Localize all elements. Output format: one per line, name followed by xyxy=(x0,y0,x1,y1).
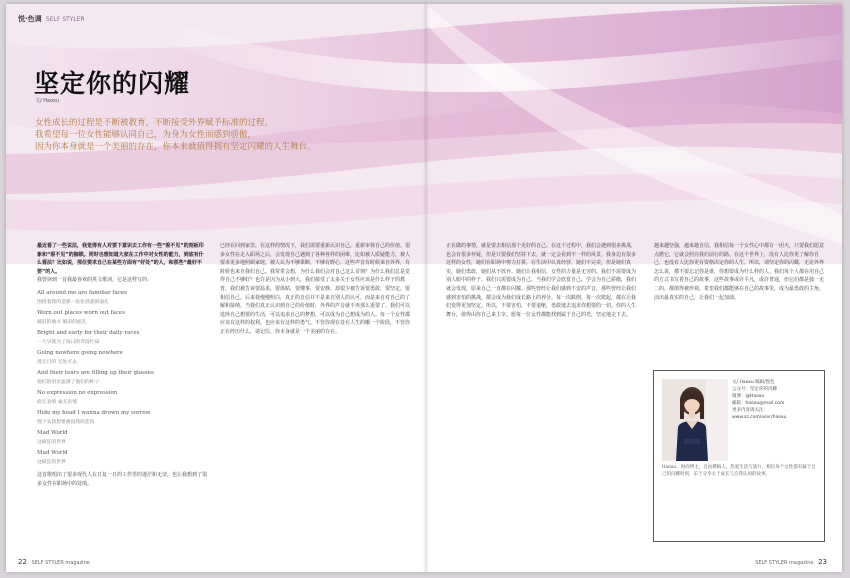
lyric-line-zh: 漫无目的 无处可去 xyxy=(37,359,77,365)
text-column-1 xyxy=(37,242,207,540)
intro-line: 女性成长的过程是不断被教育，不断接受外界赋予标准的过程。 xyxy=(35,118,274,128)
footer-left xyxy=(18,558,90,566)
lyric-line-en: Mad World xyxy=(37,429,68,436)
lyric-line-en: And their tears are filling up their glasses xyxy=(37,369,154,376)
lyric-line-en: Mad World xyxy=(37,449,68,456)
lyric-line-zh: 这疯狂的世界 xyxy=(37,439,66,445)
lead-paragraph: 最近看了一些说法，我觉得有人对要下意识去工作有一些“看不见”的刻板印象和“看不见”的枷锁。同时也想知道大家在工作中对女性的能力，到底有什么看法？比如说，那位要求自己在某些方面有“好处”的人，和那些“最好不要”的人。 xyxy=(37,243,204,275)
author-profile-box xyxy=(653,370,825,542)
info-line: 文/ Haoxu 编辑/悦色 xyxy=(732,380,775,385)
author-contact-info xyxy=(732,379,816,421)
body-paragraph: 我曾读到一首我最喜欢的英文歌词，它是这样写的： xyxy=(37,277,153,284)
page-gutter xyxy=(423,4,429,572)
section-label: SELF STYLER xyxy=(45,16,85,23)
lyric-line-en: Hide my head I wanna drown my sorrow xyxy=(37,409,151,416)
text-column-4 xyxy=(654,242,826,364)
footer-right xyxy=(755,558,830,566)
body-paragraph: 这首歌唱出了很多现代人在日复一日的工作里的迷茫和无奈，也让我想到了很多女性在职场中的处境。 xyxy=(37,471,207,487)
magazine-spread xyxy=(6,4,842,572)
lyric-line-zh: 围绕着我的是那一张张熟悉的面孔 xyxy=(37,299,109,305)
section-header xyxy=(18,14,85,24)
info-line: 公众号：坚定你的闪耀 xyxy=(732,387,777,392)
article-intro xyxy=(35,117,365,153)
info-line: 微博：@Haoxu xyxy=(732,394,765,399)
intro-line: 我希望每一位女性能够认同自己，为身为女性而感到骄傲， xyxy=(35,130,257,140)
lyric-line-zh: 埋下头我想要淹没我的悲伤 xyxy=(37,419,95,425)
lyric-line-en: Bright and early for their daily races xyxy=(37,329,140,336)
lyric-line-zh: 一大早就为了每日的奔波忙碌 xyxy=(37,339,100,345)
lyric-line-zh: 面无表情 毫无表情 xyxy=(37,399,77,405)
section-brand: 悦·色调 xyxy=(18,15,42,23)
lyric-line-en: No expression no expression xyxy=(37,389,118,396)
lyric-line-en: Worn out places worn out faces xyxy=(37,309,126,316)
info-line: 邮箱：haoxu@mail.com xyxy=(732,401,785,406)
lyric-line-en: Going nowhere going nowhere xyxy=(37,349,123,356)
info-line: 更多内容请关注：www.sz.com/user/haoxu xyxy=(732,408,787,420)
author-photo xyxy=(662,379,728,461)
article-byline: 文/ Haoxu xyxy=(35,98,60,104)
lyric-line-zh: 这疯狂的世界 xyxy=(37,459,66,465)
body-paragraph: 已经在回到家里。在这样的情况下，我们需要重新认识自己，重新审视自己的价值。很多女性在走入职场之后，会发现自己遇到了各种各样的困难，比如被人质疑能力，被人要求更多地照顾家庭，被人认为不够果断，不够有野心。这些声音有时候来自外界，有时候也来自我们自己。我常常会想，为什么我们会对自己这么苛刻？为什么我们总是觉得自己不够好？也许是因为从小到大，我们接受了太多关于女性应该是什么样子的教育。我们被告诉要温柔，要体贴，要懂事，要安静，却很少被告诉要勇敢，要坚定，要相信自己。后来我慢慢明白，真正的自信并不是来自别人的认可，而是来自对自己的了解和接纳。当我们真正认识到自己的价值时，外界的声音就不再那么重要了。我们可以选择自己想要的生活，可以追求自己的梦想，可以成为自己想成为的人。每一个女性都应该有这样的权利，也应该有这样的勇气。不管你现在处在人生的哪一个阶段，不管你正在经历什么，请记住，你本身就是一个美丽的存在。 xyxy=(220,243,410,335)
lyrics-block xyxy=(37,288,207,468)
text-column-2 xyxy=(220,242,410,542)
body-paragraph: 越来越坚强，越来越自信。我相信每一个女性心中都有一团火，只要我们愿意点燃它，它就会照亮我们前行的路。在这个世界上，没有人比你更了解你自己，也没有人比你更有资格决定你的人生。所以，请坚定你的闪耀，无论外界怎么说，都不要忘记你是谁，你想要成为什么样的人。我们每个人都在用自己的方式书写着自己的故事，这些故事或许平凡，或许普通，但它们都是独一无二的，都值得被珍视。希望我们都能够在自己的故事里，成为最勇敢的主角，活出最真实的自己，让我们一起加油。 xyxy=(654,243,825,301)
text-column-3 xyxy=(446,242,636,542)
footer-magazine-name: SELF STYLER magazine xyxy=(31,560,90,566)
author-bio: Haoxu，时尚博主，自由撰稿人，热爱生活与旅行，相信每个女性都有属于自己的闪耀时刻，乐于分享关于成长与自我认同的故事。 xyxy=(662,465,816,477)
lyric-line-zh: 破旧的地方 破旧的面孔 xyxy=(37,319,87,325)
page-number-right: 23 xyxy=(818,558,827,566)
woman-portrait-illustration xyxy=(662,379,728,461)
intro-line: 因为你本身就是一个美丽的存在，你本来就值得拥有坚定闪耀的人生舞台。 xyxy=(35,142,316,152)
article-title: 坚定你的闪耀 xyxy=(34,69,191,98)
page-number-left: 22 xyxy=(18,558,27,566)
body-paragraph: 正在做的事情，就是要去相信那个更好的自己。在这个过程中，我们会遇到很多挑战，也会有很多怀疑，但是只要我们坚持下去，就一定会看到不一样的风景。我身边有很多这样的女性，她们在职场中努力打拼，在生活中认真经营，她们不完美，但是她们真实，她们勇敢，她们从不放弃。她们让我相信，女性的力量是无穷的。我们不需要成为别人眼中的样子，我们只需要成为自己。当我们学会欣赏自己，学会为自己骄傲，我们就会发现，原来自己一直都在闪耀。那些曾经让我们感到不安的声音，那些曾经让我们感到害怕的挑战，都会成为我们成长路上的养分。每一次跌倒，每一次爬起，都在让我们变得更加坚定。所以，不要害怕，不要退缩，勇敢地去追求你想要的一切。你的人生舞台，值得由你自己来主宰。愿每一位女性都能找到属于自己的光，坚定地走下去。 xyxy=(446,243,636,318)
lyric-line-zh: 他们的泪水盈满了他们的杯子 xyxy=(37,379,100,385)
lyric-line-en: All around me are familiar faces xyxy=(37,289,127,296)
footer-magazine-name: SELF STYLER magazine xyxy=(755,560,814,566)
